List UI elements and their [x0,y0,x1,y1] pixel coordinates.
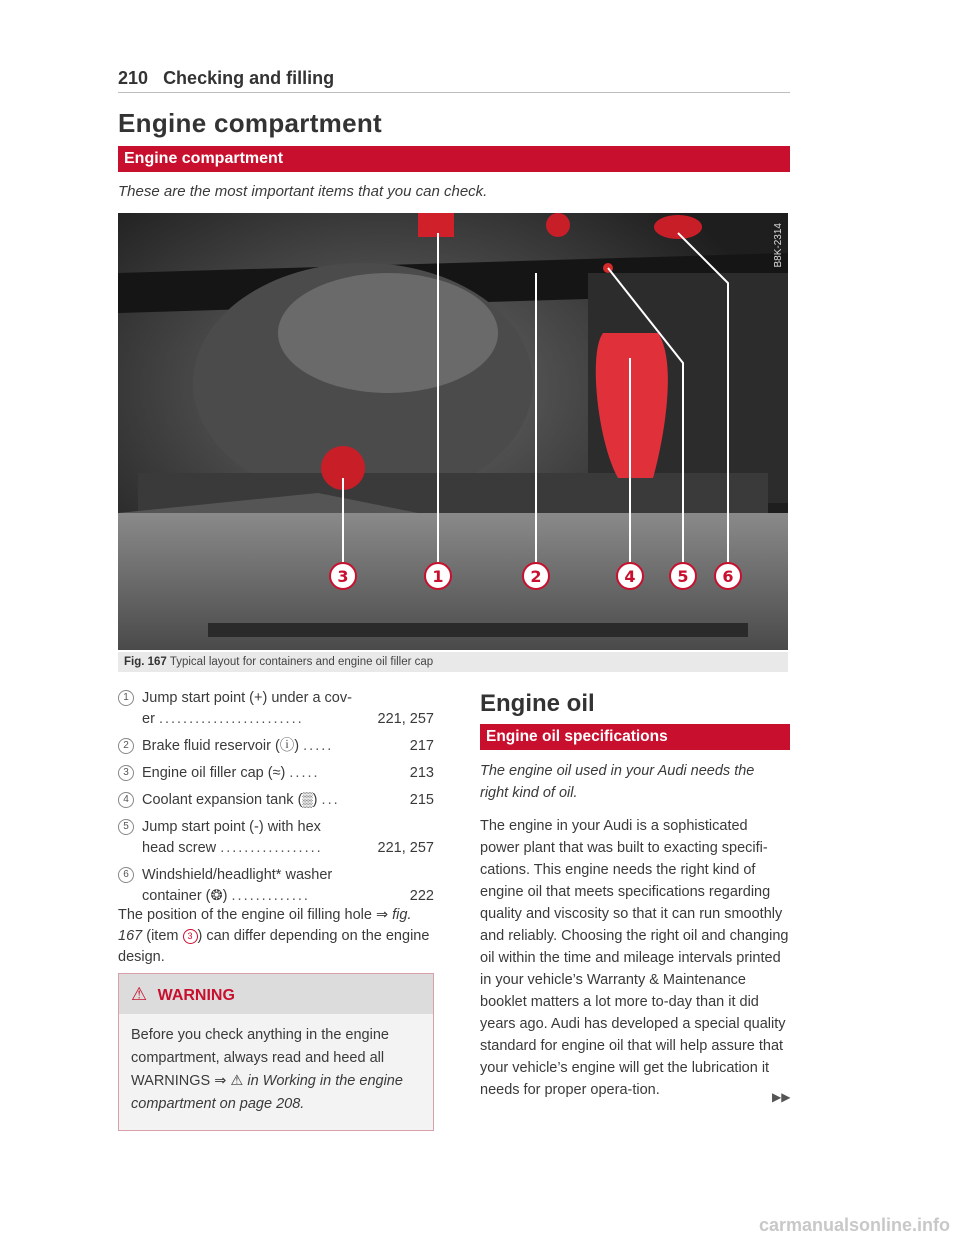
note-text: ) can differ depending on the engine design. [118,928,430,965]
legend-number: 3 [118,765,134,781]
engine-oil-banner: Engine oil specifications [480,724,790,750]
leader-dots: ..... [303,738,334,754]
legend-number: 1 [118,690,134,706]
leader-dots: ..... [289,765,320,781]
warning-triangle-icon: ⚠ [131,984,148,1004]
legend-number: 4 [118,792,134,808]
warning-page-reference-link[interactable]: ⇒ ⚠ in Working in the engine compartment on page 208. [131,1073,403,1112]
figure-reference-link[interactable]: ⇒ fig. 167 [118,907,412,944]
section-title: Checking and filling [163,68,335,88]
legend-pages[interactable]: 217 [409,738,434,754]
callout-3-label: 3 [337,567,349,586]
warning-text: Before you check anything in the engine compartment, always read and heed all WARNINGS [131,1027,389,1089]
warning-title: WARNING [157,987,235,1004]
intro-text: These are the most important items that you can check. [118,183,488,200]
legend-text: Jump start point (+) under a cov- [142,690,352,706]
page-title: Engine compartment [118,108,382,138]
legend-item [118,688,434,730]
legend-text-cont: head screw [142,840,217,856]
legend-text: Windshield/headlight* washer [142,867,333,883]
header-divider [118,92,790,93]
legend-pages[interactable]: 213 [409,765,434,781]
legend-text: Jump start point (-) with hex [142,819,321,835]
legend-text: Brake fluid reservoir (ⓘ) [142,738,300,754]
legend-item [118,736,434,757]
continue-arrow-icon: ▶▶ [772,1090,791,1104]
legend-pages[interactable]: 215 [409,792,434,808]
callout-4-label: 4 [624,567,636,586]
watermark: carmanualsonline.info [758,1215,950,1235]
legend-number: 5 [118,819,134,835]
leader-dots: ........................ [158,711,304,727]
legend-text: Engine oil filler cap (≈) [142,765,286,781]
legend-text: Coolant expansion tank (▒) [142,792,318,808]
engine-oil-title: Engine oil [480,690,595,717]
legend-text-cont: er [142,711,155,727]
item-number-badge: 3 [183,929,198,944]
leader-dots: ... [321,792,340,808]
figure-caption [118,652,788,672]
note-text: The position of the engine oil filling hole [118,907,372,923]
legend-item [118,865,434,907]
legend-item [118,790,434,811]
legend-pages[interactable]: 222 [409,888,434,904]
legend-pages[interactable]: 221, 257 [377,711,434,727]
engine-compartment-figure [118,213,788,650]
section-banner: Engine compartment [118,146,790,172]
legend-text-cont: container (❂) [142,888,228,904]
page-number: 210 [118,68,149,88]
engine-illustration [118,213,788,650]
legend-number: 2 [118,738,134,754]
leader-dots: ............. [231,888,310,904]
warning-header [119,974,433,1014]
engine-oil-body: The engine in your Audi is a sophisticated power plant that was built to exacting specifi-cations. This engine needs the right kind of engine oil that meets specifications regarding quality and viscosity so that it can run smoothly and reliably. Choosing the right oil and changing oil within the time and mileage intervals printed in your vehicle’s Warranty & Maintenance booklet matters a lot more to-day than it did years ago. Audi has developed a special quality standard for engine oil that will help assure that your vehicle’s engine will get the lubrication it needs for proper opera-tion. [480,818,789,1098]
warning-body [119,1014,433,1126]
legend-number: 6 [118,867,134,883]
caption-label: Fig. 167 [124,656,167,668]
callout-1-label: 1 [432,567,444,586]
position-note [118,905,438,968]
warning-box [118,973,434,1131]
figure-code: B8K-2314 [773,223,784,268]
engine-oil-intro: The engine oil used in your Audi needs the right kind of oil. [480,763,755,801]
callout-5-label: 5 [677,567,689,586]
legend-pages[interactable]: 221, 257 [377,840,434,856]
figure-legend [118,688,434,913]
callout-2-label: 2 [530,567,542,586]
legend-item [118,763,434,784]
note-text: (item [146,928,179,944]
legend-item [118,817,434,859]
callout-6-label: 6 [722,567,734,586]
leader-dots: ................. [220,840,323,856]
caption-text: Typical layout for containers and engine oil filler cap [169,656,434,668]
running-header [118,68,334,89]
